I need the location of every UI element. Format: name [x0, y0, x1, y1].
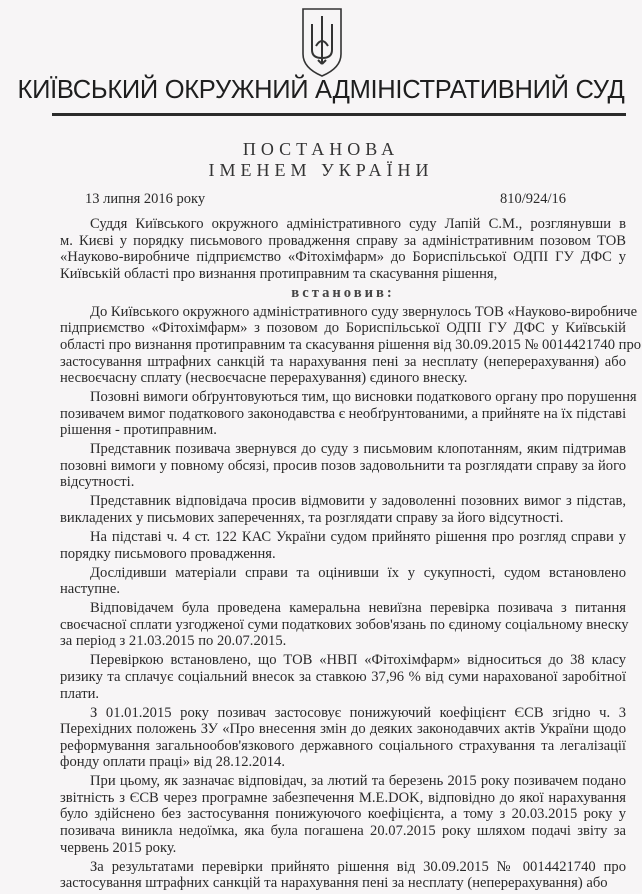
text-line: наступне. — [60, 581, 120, 598]
text-line: за період з 21.03.2015 по 20.07.2015. — [60, 633, 287, 650]
text-line: відсутності. — [60, 474, 135, 491]
text-line: своєчасної сплати узгодженої суми податкових зобов'язань по єдиному соціальному внеску — [60, 616, 629, 633]
body-paragraph — [60, 565, 626, 598]
text-line: До Київського окружного адміністративного суду звернулось ТОВ «Науково-виробниче — [90, 303, 638, 320]
text-line: застосування штрафних санкцій та нарахування пені за несплату (неперерахування) або — [60, 875, 608, 892]
text-line: Перехідних положень ЗУ «Про внесення змін до деяких законодавчих актів України щодо — [60, 721, 626, 738]
text-line: «Науково-виробниче підприємство «Фітохімфарм» до Бориспільської ОДПІ ГУ ДФС у — [60, 249, 626, 266]
text-line: підприємство «Фітохімфарм» з позовом до Бориспільської ОДПІ ГУ ДФС у Київській — [60, 320, 626, 337]
text-line: позовні вимоги у повному обсязі, просив позов задовольнити та розглядати справу за його — [60, 457, 626, 474]
text-line: При цьому, як зазначає відповідач, за лютий та березень 2015 року позивачем подано — [90, 773, 626, 790]
text-line: плати. — [60, 685, 100, 702]
body-paragraph — [60, 441, 626, 491]
court-name: КИЇВСЬКИЙ ОКРУЖНИЙ АДМІНІСТРАТИВНИЙ СУД — [17, 76, 625, 104]
document-body — [60, 216, 642, 894]
case-number: 810/924/16 — [500, 191, 567, 207]
document-subtitle: ІМЕНЕМ УКРАЇНИ — [208, 160, 434, 180]
text-line: Представник відповідача просив відмовити у задоволенні позовних вимог з підстав, — [90, 493, 626, 510]
coat-of-arms-emblem — [300, 6, 344, 78]
established-heading: встановив: — [291, 284, 395, 301]
body-paragraph — [60, 529, 626, 562]
text-line: На підставі ч. 4 ст. 122 КАС України судом прийнято рішення про розгляд справи у — [90, 529, 626, 546]
intro-paragraph — [60, 216, 626, 282]
text-line: ризику та сплачує соціальний внесок за ставкою 37,96 % від суми нарахованої заробітної — [60, 668, 626, 685]
text-line: реформування загальнообов'язкового державного соціального страхування та легалізації — [60, 737, 626, 754]
text-line: Дослідивши матеріали справи та оцінивши їх у сукупності, судом встановлено — [90, 564, 626, 581]
text-line: За результатами перевірки прийнято рішення від 30.09.2015 № 0014421740 про — [90, 858, 626, 875]
text-line: позивачем вимог податкового законодавства є необґрунтованими, а прийняте на їх підставі — [60, 405, 627, 422]
body-paragraph — [60, 652, 626, 702]
text-line: було здійснено без застосування понижуючого коефіцієнта, а тому з 20.03.2015 року у — [60, 806, 626, 823]
text-line: фонду оплати праці» від 28.12.2014. — [60, 754, 285, 771]
text-line: викладених у письмових запереченнях, та розглядати справу за його відсутності. — [60, 510, 564, 527]
text-line: порядку письмового провадження. — [60, 545, 276, 562]
document-type: ПОСТАНОВА — [242, 139, 400, 159]
text-line: м. Києві у порядку письмового провадження справу за адміністративним позовом ТОВ — [60, 232, 626, 249]
text-line: позивача виникла недоїмка, яка була погашена 20.07.2015 року шляхом подачі звіту за — [60, 823, 626, 840]
text-line: області про визнання протиправним та скасування рішення від 30.09.2015 № 0014421740 про — [60, 336, 642, 353]
body-paragraph — [60, 389, 637, 439]
text-line: Відповідачем була проведена камеральна невиїзна перевірка позивача з питання — [90, 600, 626, 617]
text-line: звітність з ЄСВ через програмне забезпечення M.E.DOK, відповідно до якої нарахування — [60, 789, 626, 806]
body-paragraph — [60, 303, 642, 387]
body-paragraph — [60, 705, 626, 771]
text-line: несвоєчасну сплату (несвоєчасне перерахування) єдиного внеску. — [60, 370, 468, 387]
body-paragraph — [60, 493, 626, 526]
body-paragraph — [60, 600, 629, 650]
text-line: рішення - протиправним. — [60, 422, 217, 439]
text-line: Суддя Київського окружного адміністративного суду Лапій С.М., розглянувши в — [90, 216, 626, 232]
body-paragraph — [60, 773, 626, 856]
text-line: застосування штрафних санкцій та нарахування пені за несплату (неперерахування) або — [60, 353, 626, 370]
text-line: червень 2015 року. — [60, 839, 177, 856]
text-line: Представник позивача звернувся до суду з письмовим клопотанням, яким підтримав — [90, 441, 626, 458]
header-divider — [52, 113, 626, 116]
decision-date: 13 липня 2016 року — [85, 191, 206, 207]
text-line: Позовні вимоги обґрунтовуються тим, що висновки податкового органу про порушення — [90, 389, 637, 406]
text-line: З 01.01.2015 року позивач застосовує понижуючий коефіцієнт ЄСВ згідно ч. 3 — [90, 704, 626, 721]
text-line: Перевіркою встановлено, що ТОВ «НВП «Фітохімфарм» відноситься до 38 класу — [90, 652, 626, 669]
text-line: Київській області про визнання протиправним та скасування рішення, — [60, 265, 498, 282]
body-paragraph — [60, 859, 626, 892]
